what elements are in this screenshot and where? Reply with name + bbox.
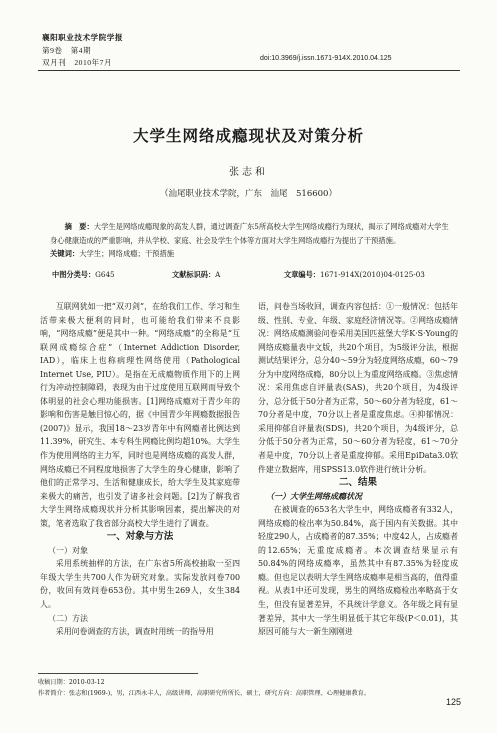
footnote-rule [38, 673, 198, 674]
author-bio: 作者简介：张志和(1969-)，男，江西永丰人，高级讲师，高职研究所所长，硕士，研究方向：高职管理、心理健康教育。 [38, 690, 371, 697]
intro-paragraph: 互联网犹如一把“双刃剑”，在给我们工作、学习和生活带来极大便利的同时，也可能给我们带来不良影响，“网络成瘾”便是其中一种。“网络成瘾”的全称是“互联网成瘾综合症”（Internet Addiction Disorder, IAD），临床上也称病理性网络使用（Pathological Internet Use, PIU）。是指在无成瘾物质作用下的上网行为冲动控制障碍，表现为由于过度使用互联网而导致个体明显的社会心理功能损害。[1]网络成瘾对于青少年的影响和伤害是触目惊心的，据《中国青少年网瘾数据报告(2007)》显示，我国18～23岁青年中有网瘾者比例达到11.39%，研究生、本专科生网瘾比例均超10%。大学生作为使用网络的主力军，同时也是网络成瘾的高发人群，网络成瘾已不同程度地损害了大学生的身心健康，影响了他们的正常学习、生活和健康成长，给大学生及其家庭带来极大的痛苦，也引发了诸多社会问题。[2]为了解我省大学生网络成瘾现状并分析其影响因素，提出解决的对策，笔者选取了我省部分高校大学生进行了调查。 [40, 302, 240, 528]
results-paragraph: 在被调查的653名大学生中，网络成瘾者有332人，网络成瘾的检出率为50.84%，高于国内有关数据。其中轻度290人，占成瘾者的87.35%；中度42人，占成瘾者的12.65%；无重度成瘾者。本次调查结果显示有50.84%的网络成瘾率，虽然其中有87.35%为轻度成瘾。但也足以表明大学生网络成瘾率是相当高的，值得重视。从表1中还可发现，男生的网络成瘾检出率略高于女生，但没有显著差异，不具统计学意义。各年级之间有显著差异，其中大一学生明显低于其它年级(P＜0.01)，其原因可能与大一新生刚刚进 [258, 505, 458, 637]
article-title: 大学生网络成瘾现状及对策分析 [132, 128, 364, 145]
author: 张志和 [229, 167, 268, 178]
journal-header [42, 32, 123, 70]
left-column [40, 300, 240, 639]
page-number: 125 [446, 697, 462, 707]
subsection-status: （一）大学生网络成瘾状况 [266, 490, 362, 501]
abstract-text: 大学生是网络成瘾现象的高发人群，通过调查广东5所高校大学生网络成瘾行为现状，揭示了网络成瘾对大学生身心健康造成的严重影响，并从学校、家庭、社会及学生个体等方面对大学生网络成瘾行为提出了干预措施。 [50, 222, 449, 245]
journal-volume: 第9卷 第4期 [42, 45, 92, 55]
affiliation: （汕尾职业技术学院，广东 汕尾 516600） [160, 189, 337, 199]
abstract-label: 摘 要： [64, 222, 94, 231]
section-heading-2: 二、结果 [338, 477, 377, 489]
subsection-method: （二）方法 [48, 613, 88, 623]
header-rule [38, 70, 460, 71]
journal-name: 襄阳职业技术学院学报 [42, 33, 123, 42]
section-heading-1: 一、对象与方法 [106, 531, 174, 543]
subsection-object: （一）对象 [48, 545, 88, 555]
abstract [50, 220, 454, 261]
journal-date: 双月刊 2010年7月 [42, 58, 113, 67]
right-column [258, 300, 458, 639]
object-paragraph: 采用系统抽样的方法，在广东省5所高校抽取一至四年级大学生共700人作为研究对象。实际发放问卷700份，收回有效问卷653份。其中男生269人，女生384人。 [40, 559, 240, 610]
clc-code: 中图分类号：G645 [52, 270, 115, 279]
article-number: 文章编号：1671-914X(2010)04-0125-03 [284, 270, 425, 279]
doi: doi:10.3969/j.issn.1671-914X.2010.04.125 [260, 55, 392, 62]
received-date: 收稿日期：2010-03-12 [38, 679, 105, 686]
doc-code: 文献标识码：A [172, 270, 221, 279]
keywords-label: 关键词： [50, 249, 80, 258]
method-continued: 语，问卷当场收回，调查内容包括：①一般情况：包括年级、性别、专业、年级、家庭经济情况等。②网络成瘾情况：网络成瘾测验问卷采用美国匹兹堡大学K·S·Young的网络成瘾量表中文版，共20个项目，为5级评分法，根据测试结果评分，总分40～59分为轻度网络成瘾，60～79分为中度网络成瘾，80分以上为重度网络成瘾。③焦虑情况：采用焦虑自评量表(SAS)，共20个项目，为4级评分，总分低于50分者为正常，50～60分者为轻度，61～70分者是中度，70分以上者是重度焦虑。④抑郁情况：采用抑郁自评量表(SDS)，共20个项目，为4级评分，总分低于50分者为正常，50～60分者为轻度，61～70分者是中度，70分以上者是重度抑郁。采用EpiData3.0软件建立数据库，用SPSS13.0软件进行统计分析。 [258, 302, 458, 474]
footnote [38, 677, 370, 699]
method-paragraph: 采用问卷调查的方法，调查时用统一的指导用 [55, 627, 214, 637]
keywords: 大学生；网络成瘾；干预措施 [79, 249, 175, 258]
